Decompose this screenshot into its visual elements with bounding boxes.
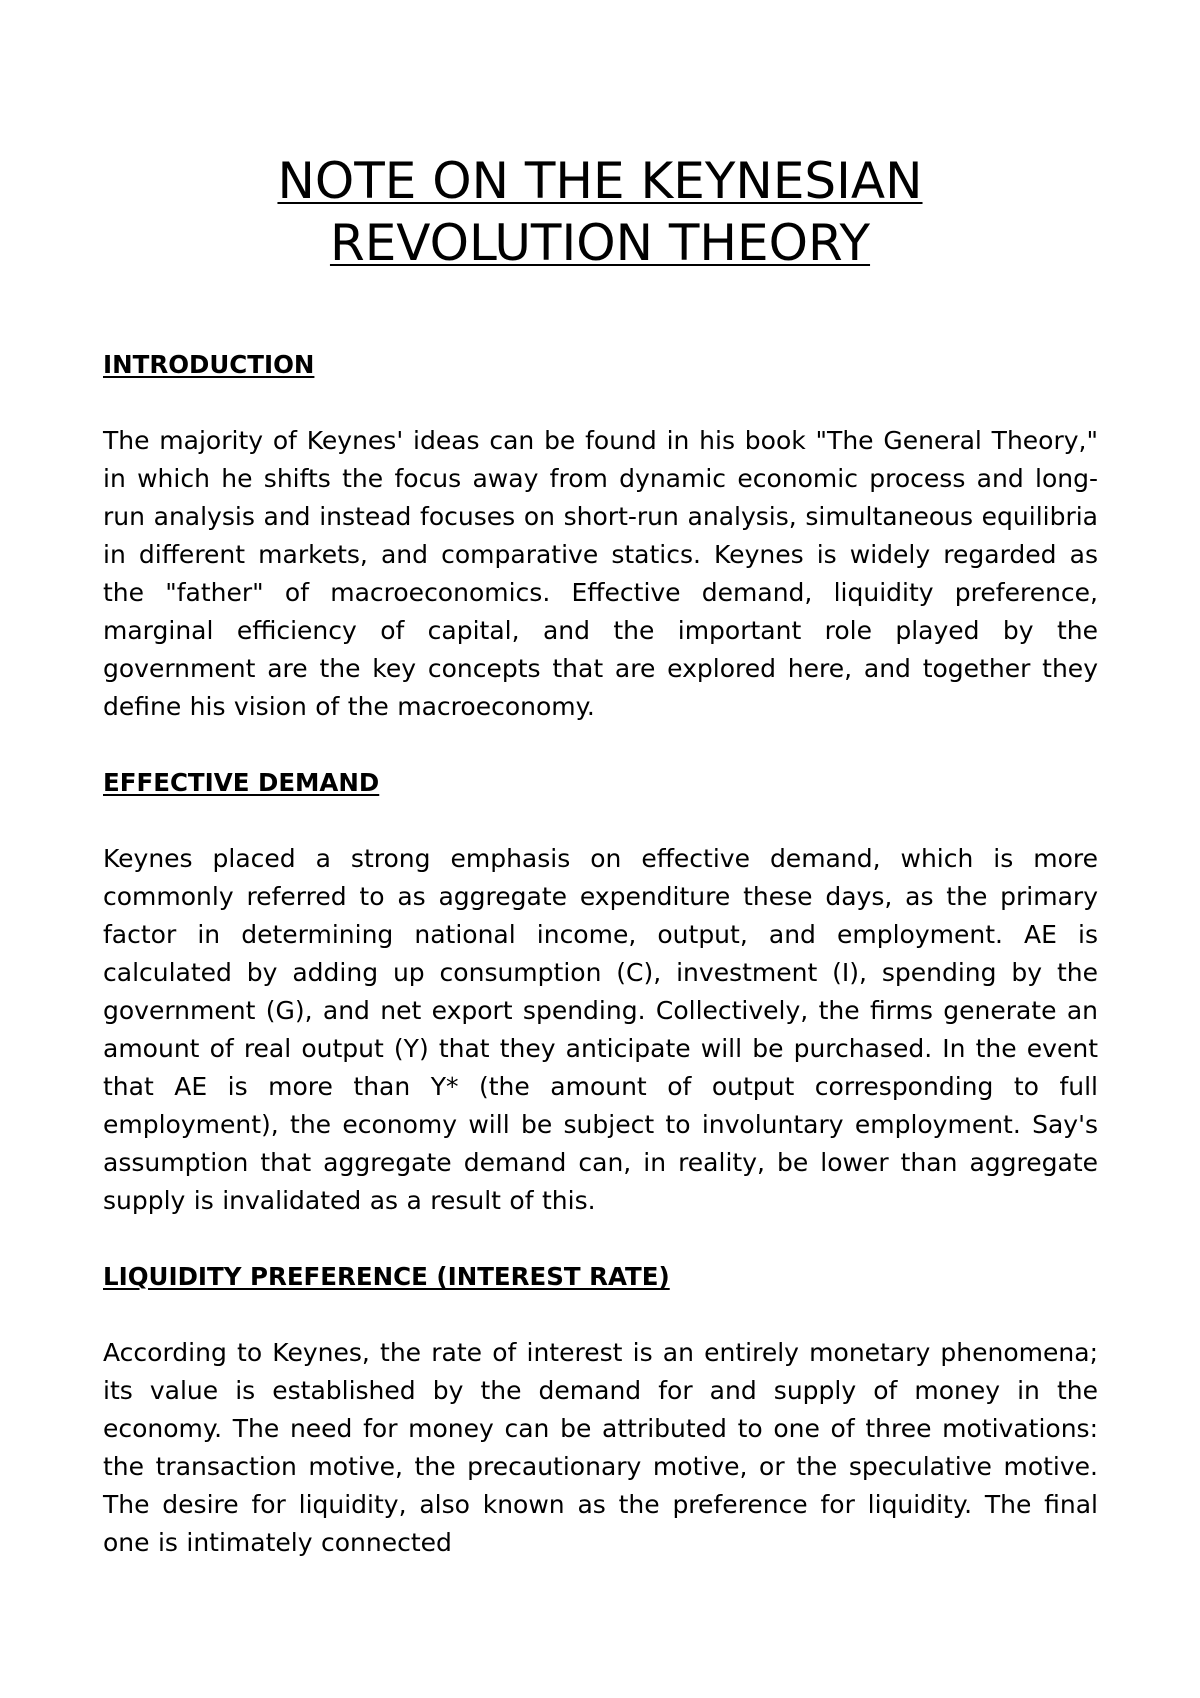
section-paragraph-liquidity-preference: According to Keynes, the rate of interest is an entirely monetary phenomena; its value is established by the demand for and supply of money in the economy. The need for money can be attributed to one of three motivations: the transaction motive, the precautionary motive, or the speculative motive. The desire for liquidity, also known as the preference for liquidity. The final one is intimately connected (103, 1338, 1098, 1557)
title-line-2: REVOLUTION THEORY (329, 214, 871, 272)
section-paragraph-effective-demand: Keynes placed a strong emphasis on effective demand, which is more commonly referred to as aggregate expenditure these days, as the primary factor in determining national income, output, and employment. AE is calculated by adding up consumption (C), investment (I), spending by the government (G), and net export spending. Collectively, the firms generate an amount of real output (Y) that they anticipate will be purchased. In the event that AE is more than Y* (the amount of output corresponding to full employment), the economy will be subject to involuntary employment. Say's assumption that aggregate demand can, in reality, be lower than aggregate supply is invalidated as a result of this. (103, 844, 1098, 1215)
document-title (0, 150, 1200, 274)
title-line-1: NOTE ON THE KEYNESIAN (277, 152, 923, 210)
section-paragraph-introduction: The majority of Keynes' ideas can be found in his book "The General Theory," in which he shifts the focus away from dynamic economic process and long-run analysis and instead focuses on short-run analysis, simultaneous equilibria in different markets, and comparative statics. Keynes is widely regarded as the "father" of macroeconomics. Effective demand, liquidity preference, marginal efficiency of capital, and the important role played by the government are the key concepts that are explored here, and together they define his vision of the macroeconomy. (103, 426, 1098, 721)
section-heading-introduction: INTRODUCTION (103, 350, 315, 379)
section-liquidity-preference (103, 1258, 1098, 1562)
section-heading-liquidity-preference: LIQUIDITY PREFERENCE (INTEREST RATE) (103, 1262, 670, 1291)
section-introduction (103, 346, 1098, 726)
document-body (103, 346, 1098, 1600)
section-effective-demand (103, 764, 1098, 1220)
section-heading-effective-demand: EFFECTIVE DEMAND (103, 768, 380, 797)
